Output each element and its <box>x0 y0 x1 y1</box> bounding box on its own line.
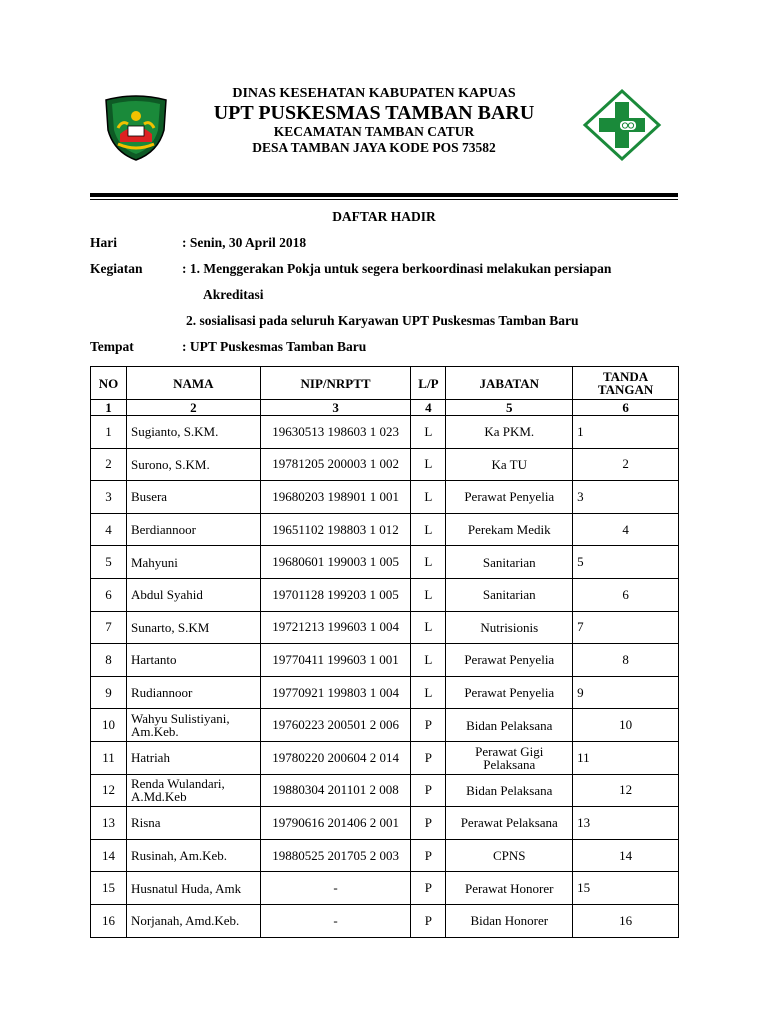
row-no: 2 <box>91 448 127 481</box>
row-jabatan: Sanitarian <box>446 578 573 611</box>
district-name: KECAMATAN TAMBAN CATUR <box>273 124 475 139</box>
row-jabatan: Perawat Penyelia <box>446 481 573 514</box>
row-no: 3 <box>91 481 127 514</box>
col-number: 1 <box>91 400 127 416</box>
row-nip: 19680601 199003 1 005 <box>260 546 411 579</box>
row-no: 8 <box>91 644 127 677</box>
row-nip: - <box>260 904 411 937</box>
row-tanda-tangan: 5 <box>573 546 679 579</box>
row-lp: P <box>411 904 446 937</box>
row-no: 5 <box>91 546 127 579</box>
kabupaten-kapuas-emblem-icon <box>98 90 174 162</box>
row-lp: P <box>411 774 446 807</box>
row-lp: P <box>411 741 446 774</box>
tempat-label: Tempat <box>90 339 134 354</box>
row-no: 12 <box>91 774 127 807</box>
row-lp: L <box>411 448 446 481</box>
row-nip: 19770921 199803 1 004 <box>260 676 411 709</box>
village-address: DESA TAMBAN JAYA KODE POS 73582 <box>252 140 496 155</box>
kegiatan-value-1b: Akreditasi <box>203 287 264 302</box>
row-lp: P <box>411 807 446 840</box>
table-row <box>91 611 679 644</box>
table-row <box>91 416 679 449</box>
letterhead <box>90 80 678 190</box>
row-lp: P <box>411 709 446 742</box>
kegiatan-label: Kegiatan <box>90 261 143 276</box>
row-nip: 19630513 198603 1 023 <box>260 416 411 449</box>
row-nama: Wahyu Sulistiyani, Am.Keb. <box>126 709 260 742</box>
row-no: 15 <box>91 872 127 905</box>
row-nama: Husnatul Huda, Amk <box>126 872 260 905</box>
header-rule-thick <box>90 193 678 197</box>
row-nip: 19760223 200501 2 006 <box>260 709 411 742</box>
row-nama: Sugianto, S.KM. <box>126 416 260 449</box>
row-tanda-tangan: 9 <box>573 676 679 709</box>
row-lp: L <box>411 578 446 611</box>
row-jabatan: CPNS <box>446 839 573 872</box>
letterhead-text <box>180 86 568 156</box>
document-title: DAFTAR HADIR <box>332 209 436 224</box>
row-tanda-tangan: 10 <box>573 709 679 742</box>
row-no: 1 <box>91 416 127 449</box>
row-lp: L <box>411 611 446 644</box>
row-nama: Surono, S.KM. <box>126 448 260 481</box>
table-row <box>91 546 679 579</box>
row-nama: Abdul Syahid <box>126 578 260 611</box>
table-row <box>91 872 679 905</box>
header-nama: NAMA <box>126 367 260 400</box>
institution-name: UPT PUSKESMAS TAMBAN BARU <box>213 102 535 124</box>
row-jabatan: Ka TU <box>446 448 573 481</box>
row-nama: Rudiannoor <box>126 676 260 709</box>
row-jabatan: Perawat Penyelia <box>446 676 573 709</box>
row-tanda-tangan: 2 <box>573 448 679 481</box>
row-nip: 19651102 198803 1 012 <box>260 513 411 546</box>
row-nama: Sunarto, S.KM <box>126 611 260 644</box>
hari-value: : Senin, 30 April 2018 <box>182 235 307 250</box>
row-nip: 19680203 198901 1 001 <box>260 481 411 514</box>
table-row <box>91 644 679 677</box>
kegiatan-value-2: 2. sosialisasi pada seluruh Karyawan UPT Puskesmas Tamban Baru <box>186 313 579 328</box>
col-number: 3 <box>260 400 411 416</box>
row-lp: P <box>411 872 446 905</box>
row-lp: L <box>411 481 446 514</box>
kegiatan-value-1: : 1. Menggerakan Pokja untuk segera berkoordinasi melakukan persiapan <box>182 261 612 276</box>
row-nama: Risna <box>126 807 260 840</box>
row-jabatan: Nutrisionis <box>446 611 573 644</box>
row-no: 7 <box>91 611 127 644</box>
row-jabatan: Bidan Pelaksana <box>446 774 573 807</box>
attendance-table <box>90 366 679 938</box>
row-nip: 19770411 199603 1 001 <box>260 644 411 677</box>
row-tanda-tangan: 16 <box>573 904 679 937</box>
row-nama: Hatriah <box>126 741 260 774</box>
table-row <box>91 904 679 937</box>
row-tanda-tangan: 8 <box>573 644 679 677</box>
row-nama: Rusinah, Am.Keb. <box>126 839 260 872</box>
row-nip: 19790616 201406 2 001 <box>260 807 411 840</box>
row-no: 16 <box>91 904 127 937</box>
row-lp: L <box>411 416 446 449</box>
row-lp: L <box>411 546 446 579</box>
col-number: 2 <box>126 400 260 416</box>
row-tanda-tangan: 6 <box>573 578 679 611</box>
column-number-row <box>91 400 679 416</box>
row-nama: Renda Wulandari, A.Md.Keb <box>126 774 260 807</box>
row-nama: Berdiannoor <box>126 513 260 546</box>
col-number: 4 <box>411 400 446 416</box>
row-nama: Busera <box>126 481 260 514</box>
row-nama: Hartanto <box>126 644 260 677</box>
row-nip: 19880525 201705 2 003 <box>260 839 411 872</box>
row-no: 10 <box>91 709 127 742</box>
row-tanda-tangan: 1 <box>573 416 679 449</box>
table-row <box>91 807 679 840</box>
row-nip: 19780220 200604 2 014 <box>260 741 411 774</box>
table-row <box>91 709 679 742</box>
row-tanda-tangan: 15 <box>573 872 679 905</box>
table-row <box>91 774 679 807</box>
row-jabatan: Bidan Honorer <box>446 904 573 937</box>
row-jabatan: Ka PKM. <box>446 416 573 449</box>
header-no: NO <box>91 367 127 400</box>
row-jabatan: Perawat Pelaksana <box>446 807 573 840</box>
row-tanda-tangan: 7 <box>573 611 679 644</box>
row-tanda-tangan: 11 <box>573 741 679 774</box>
row-tanda-tangan: 3 <box>573 481 679 514</box>
row-no: 13 <box>91 807 127 840</box>
row-no: 6 <box>91 578 127 611</box>
row-nip: 19721213 199603 1 004 <box>260 611 411 644</box>
header-lp: L/P <box>411 367 446 400</box>
hari-label: Hari <box>90 235 117 250</box>
table-row <box>91 839 679 872</box>
row-nip: 19781205 200003 1 002 <box>260 448 411 481</box>
row-no: 11 <box>91 741 127 774</box>
tempat-value: : UPT Puskesmas Tamban Baru <box>182 339 367 354</box>
row-tanda-tangan: 13 <box>573 807 679 840</box>
table-row <box>91 448 679 481</box>
row-nip: 19880304 201101 2 008 <box>260 774 411 807</box>
row-nip: 19701128 199203 1 005 <box>260 578 411 611</box>
row-no: 9 <box>91 676 127 709</box>
row-jabatan: Perekam Medik <box>446 513 573 546</box>
row-jabatan: Perawat Gigi Pelaksana <box>446 741 573 774</box>
row-lp: L <box>411 676 446 709</box>
header-tanda-tangan: TANDA TANGAN <box>573 367 679 400</box>
row-lp: L <box>411 513 446 546</box>
row-jabatan: Perawat Penyelia <box>446 644 573 677</box>
header-nip: NIP/NRPTT <box>260 367 411 400</box>
table-row <box>91 741 679 774</box>
row-nama: Norjanah, Amd.Keb. <box>126 904 260 937</box>
table-row <box>91 676 679 709</box>
table-row <box>91 513 679 546</box>
col-number: 6 <box>573 400 679 416</box>
row-no: 14 <box>91 839 127 872</box>
table-row <box>91 578 679 611</box>
table-row <box>91 481 679 514</box>
row-jabatan: Sanitarian <box>446 546 573 579</box>
header-jabatan: JABATAN <box>446 367 573 400</box>
row-tanda-tangan: 12 <box>573 774 679 807</box>
row-lp: L <box>411 644 446 677</box>
row-nama: Mahyuni <box>126 546 260 579</box>
table-header-row <box>91 367 679 400</box>
row-no: 4 <box>91 513 127 546</box>
row-jabatan: Bidan Pelaksana <box>446 709 573 742</box>
row-lp: P <box>411 839 446 872</box>
col-number: 5 <box>446 400 573 416</box>
row-tanda-tangan: 14 <box>573 839 679 872</box>
agency-name: DINAS KESEHATAN KABUPATEN KAPUAS <box>232 86 516 101</box>
row-nip: - <box>260 872 411 905</box>
puskesmas-cross-logo-icon <box>582 88 662 162</box>
header-rule-thin <box>90 199 678 200</box>
row-tanda-tangan: 4 <box>573 513 679 546</box>
row-jabatan: Perawat Honorer <box>446 872 573 905</box>
